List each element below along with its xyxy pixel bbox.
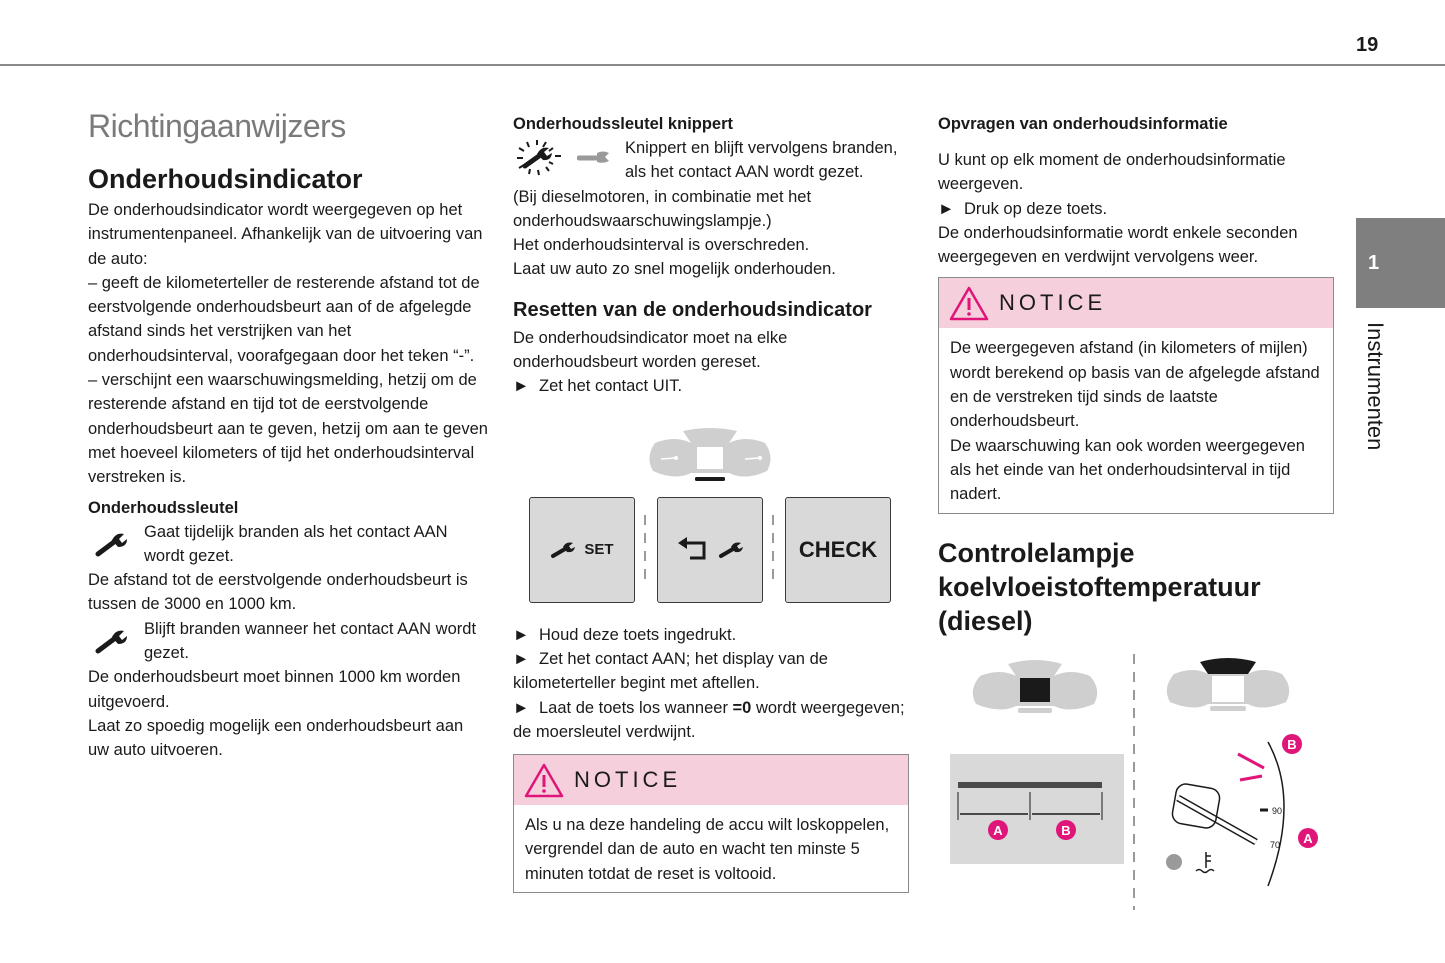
coolant-temperature-icon <box>1196 852 1214 873</box>
icon-description <box>513 136 913 185</box>
set-button[interactable] <box>529 497 635 603</box>
gauge-marker-b-label: B <box>1287 737 1297 752</box>
marker-b-label: B <box>1061 823 1071 838</box>
paragraph: Laat uw auto zo snel mogelijk onderhouden. <box>513 260 836 279</box>
paragraph: De onderhoudsindicator moet na elke onderhoudsbeurt worden gereset. <box>513 328 788 372</box>
bullet-text: – geeft de kilometerteller de resterende afstand tot de eerstvolgende onderhoudsbeurt aan of de afgelegde afstand sinds het verstrijken van het onderhoudsinterval, voorafgegaan door het teken “-”. <box>88 273 480 365</box>
icon-description <box>88 520 488 569</box>
step-text: Houd deze toets ingedrukt. <box>539 625 737 644</box>
return-arrow-icon <box>676 537 710 563</box>
flashing-wrench-icon <box>513 138 569 178</box>
notice-header <box>514 755 908 805</box>
icon-description-text: Blijft branden wanneer het contact AAN wordt gezet. <box>144 619 477 663</box>
section-title <box>938 536 1338 638</box>
subsection-title: Resetten van de onderhoudsindicator <box>513 298 872 321</box>
instruction-step <box>513 374 913 398</box>
cluster-left-illustration <box>973 660 1097 713</box>
wrench-gray-icon <box>577 150 611 164</box>
step-text: Laat de toets los wanneer <box>539 698 733 717</box>
arrow-bullet: ► <box>513 649 530 668</box>
step-text: Zet het contact UIT. <box>539 377 683 396</box>
column-3 <box>938 112 1338 640</box>
paragraph: Laat zo spoedig mogelijk een onderhoudsbeurt aan uw auto uitvoeren. <box>88 716 464 760</box>
paragraph: De onderhoudsbeurt moet binnen 1000 km worden uitgevoerd. <box>88 668 461 711</box>
column-1 <box>88 104 488 763</box>
coolant-diagram-svg <box>938 650 1338 915</box>
check-label: CHECK <box>798 536 878 562</box>
instruction-step <box>513 647 913 696</box>
section-title-line: (diesel) <box>938 605 1033 636</box>
wrench-icon <box>94 530 128 560</box>
return-wrench-button[interactable] <box>657 497 763 603</box>
section-title-line: Controlelampje <box>938 537 1135 568</box>
step-text-bold: =0 <box>732 698 752 717</box>
notice-header <box>939 278 1333 328</box>
paragraph: Het onderhoudsinterval is overschreden. <box>513 236 810 255</box>
instruction-step <box>938 197 1338 221</box>
marker-a-label: A <box>993 823 1003 838</box>
separator <box>644 515 646 587</box>
gauge-tick-red <box>1240 776 1262 780</box>
gauge-label-70: 70 <box>1270 840 1281 850</box>
paragraph: (Bij dieselmotoren, in combinatie met het onderhoudswaarschuwingslampje.) <box>513 187 812 230</box>
wrench-icon <box>718 541 744 559</box>
coolant-temperature-diagrams <box>938 650 1338 915</box>
step-text: Druk op deze toets. <box>964 199 1108 218</box>
section-title-line: koelvloeistoftemperatuur <box>938 571 1261 602</box>
instrument-cluster-illustration <box>645 427 775 487</box>
notice-box <box>513 754 909 893</box>
cluster-right-illustration <box>1167 658 1289 711</box>
icon-description-text: Gaat tijdelijk branden als het contact AAN wordt gezet. <box>144 522 448 565</box>
intro-text: De onderhoudsindicator wordt weergegeven op het instrumentenpaneel. Afhankelijk van de uitvoering van de auto: <box>88 201 483 268</box>
notice-text <box>939 328 1333 512</box>
chapter-tab <box>1356 218 1445 308</box>
wrench-icon <box>94 627 128 657</box>
arrow-bullet: ► <box>513 698 530 717</box>
chapter-number: 1 <box>1368 252 1380 274</box>
warning-lamp-icon <box>1166 854 1182 870</box>
gauge-label-90: 90 <box>1272 806 1283 816</box>
notice-paragraph: De weergegeven afstand (in kilometers of mijlen) wordt berekend op basis van de afgelegde afstand en de verstreken tijd sinds de laatste onderhoudsbeurt. <box>950 339 1320 431</box>
paragraph: U kunt op elk moment de onderhoudsinformatie weergeven. <box>938 151 1286 194</box>
notice-label: NOTICE <box>574 767 682 792</box>
notice-label: NOTICE <box>999 290 1107 316</box>
notice-text: Als u na deze handeling de accu wilt loskoppelen, vergrendel dan de auto en wacht ten minste 5 minuten totdat de reset is voltooid. <box>525 816 890 883</box>
check-button[interactable] <box>785 497 891 603</box>
page-number: 19 <box>1356 34 1379 56</box>
instruction-step <box>513 623 913 647</box>
paragraph: De onderhoudsinformatie wordt enkele seconden weergegeven en verdwijnt vervolgens weer. <box>938 223 1298 267</box>
button-panel <box>529 497 913 607</box>
notice-box <box>938 277 1334 513</box>
bar-gauge <box>958 782 1102 788</box>
subsection-title: Opvragen van onderhoudsinformatie <box>938 115 1228 133</box>
icon-description <box>88 617 488 666</box>
chapter-label: Instrumenten <box>1363 322 1388 451</box>
arrow-bullet: ► <box>513 625 530 644</box>
subsection-title: Onderhoudssleutel <box>88 498 239 517</box>
set-label: SET <box>584 540 614 558</box>
icon-description-text: Knippert en blijft vervolgens branden, als het contact AAN wordt gezet. <box>625 139 898 182</box>
gauge-marker-a-label: A <box>1303 831 1313 846</box>
subsection-title: Onderhoudssleutel knippert <box>513 115 734 133</box>
header-rule <box>0 64 1445 66</box>
notice-paragraph: De waarschuwing kan ook worden weergegeven als het einde van het onderhoudsinterval in tijd nadert. <box>950 436 1305 504</box>
warning-triangle-icon <box>949 285 989 321</box>
chapter-title: Richtingaanwijzers <box>88 108 346 144</box>
instruction-step <box>513 696 913 745</box>
section-title: Onderhoudsindicator <box>88 164 363 194</box>
separator <box>772 515 774 587</box>
bar-gauge-panel <box>950 754 1124 864</box>
arrow-bullet: ► <box>513 377 530 396</box>
warning-triangle-icon <box>524 762 564 798</box>
arrow-bullet: ► <box>938 199 955 218</box>
step-text: Zet het contact AAN; het display van de kilometerteller begint met aftellen. <box>513 649 828 693</box>
paragraph: De afstand tot de eerstvolgende onderhoudsbeurt is tussen de 3000 en 1000 km. <box>88 571 468 614</box>
gauge-tick-red <box>1238 754 1264 768</box>
bullet-text: – verschijnt een waarschuwingsmelding, hetzij om de resterende afstand en tijd tot de eerstvolgende onderhoudsbeurt aan te geven, hetzij om aan te geven met hoeveel kilometers of tijd het onderhoudsinterval verstreken is. <box>88 371 488 487</box>
column-2 <box>513 112 913 893</box>
step-text: wordt weergegeven; de moersleutel verdwijnt. <box>513 698 905 741</box>
wrench-icon <box>550 541 576 559</box>
